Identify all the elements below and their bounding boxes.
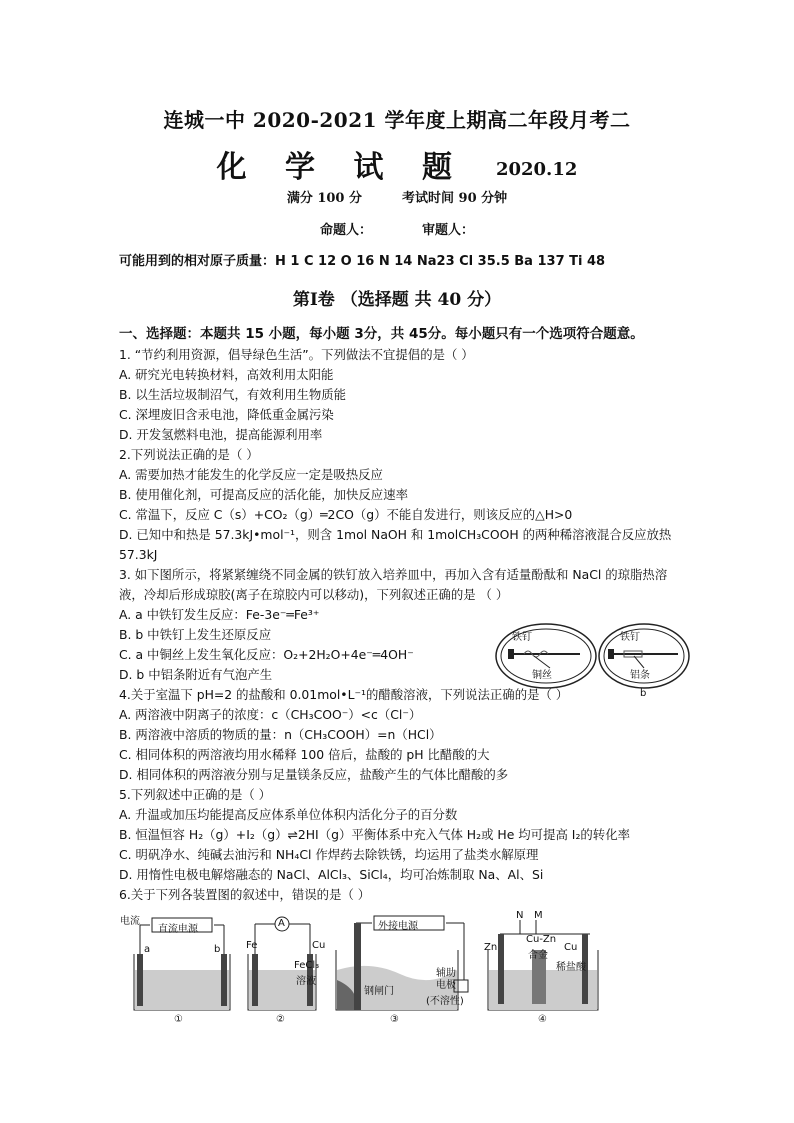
- dc-power-label: 直流电源: [158, 924, 198, 935]
- atomic-masses: 可能用到的相对原子质量：H 1 C 12 O 16 N 14 Na23 Cl 35.5 Ba 137 Ti 48: [119, 254, 606, 269]
- q6-figures: [120, 910, 610, 1028]
- solution-label: 溶液: [296, 976, 316, 987]
- apparatus-3-number: ③: [390, 1014, 399, 1025]
- copper-wire-label: 铜丝: [532, 670, 552, 681]
- dilute-hcl-label: 稀盐酸: [556, 962, 586, 973]
- external-power-label: 外接电源: [378, 921, 418, 932]
- q3-stem: 3. 如下图所示，将紧紧缠绕不同金属的铁钉放入培养皿中，再加入含有适量酚酞和 NaCl 的琼脂热溶液，冷却后形成琼胶(离子在琼胶内可以移动)，下列叙述正确的是 （ ）: [119, 567, 668, 602]
- q3-figure: [494, 620, 690, 700]
- iron-nail-label-a: 铁钉: [512, 632, 532, 643]
- zn-label: Zn: [484, 942, 498, 953]
- question-setter: 命题人：: [319, 223, 372, 238]
- q2-stem: 2.下列说法正确的是（ ）: [119, 447, 259, 462]
- cu2-label: Cu: [564, 942, 578, 953]
- alloy-label: 合金: [528, 950, 548, 961]
- q4-option-b: B. 两溶液中溶质的物质的量：n（CH₃COOH）=n（HCl）: [119, 727, 442, 742]
- q2-option-d: D. 已知中和热是 57.3kJ•mol⁻¹，则含 1mol NaOH 和 1molCH₃COOH 的两种稀溶液混合反应放热 57.3kJ: [119, 527, 672, 562]
- q4-option-a: A. 两溶液中阴离子的浓度：c（CH₃COO⁻）<c（Cl⁻）: [119, 707, 422, 722]
- section-instructions: 一、选择题：本题共 15 小题，每小题 3分，共 45分。每小题只有一个选项符合题意。: [119, 326, 644, 342]
- subject-title: 化 学 试 题: [216, 150, 466, 185]
- q3-option-c: C. a 中铜丝上发生氧化反应：O₂+2H₂O+4e⁻═4OH⁻: [119, 647, 414, 662]
- aux-electrode-label-2: 电极: [436, 980, 456, 991]
- electrode-a-label: a: [144, 944, 151, 955]
- apparatus-4-number: ④: [538, 1014, 547, 1025]
- q4-option-d: D. 相同体积的两溶液分别与足量镁条反应，盐酸产生的气体比醋酸的多: [119, 767, 509, 782]
- switch-m-label: M: [534, 910, 543, 921]
- exam-date: 2020.12: [495, 158, 578, 180]
- q1-option-a: A. 研究光电转换材料，高效利用太阳能: [119, 367, 334, 382]
- ammeter-label: A: [278, 918, 285, 929]
- school-title: 连城一中 2020-2021 学年度上期高二年段月考二: [163, 108, 631, 132]
- q1-option-d: D. 开发氢燃料电池，提高能源利用率: [119, 427, 323, 442]
- fe-label: Fe: [246, 940, 258, 951]
- q5-option-c: C. 明矾净水、纯碱去油污和 NH₄Cl 作焊药去除铁锈，均运用了盐类水解原理: [119, 847, 539, 862]
- section-title: 第Ⅰ卷 （选择题 共 40 分）: [292, 290, 502, 310]
- q5-option-b: B. 恒温恒容 H₂（g）+I₂（g）⇌2HI（g）平衡体系中充入气体 H₂或 He 均可提高 I₂的转化率: [119, 827, 630, 842]
- cuzn-label: Cu-Zn: [526, 934, 557, 945]
- aux-electrode-label: 辅助: [436, 968, 456, 979]
- q1-option-c: C. 深埋废旧含汞电池，降低重金属污染: [119, 407, 334, 422]
- apparatus-2-number: ②: [276, 1014, 285, 1025]
- iron-nail-label-b: 铁钉: [620, 632, 640, 643]
- q3-option-a: A. a 中铁钉发生反应：Fe-3e⁻═Fe³⁺: [119, 607, 320, 622]
- aluminum-strip-label: 铝条: [630, 670, 650, 681]
- insoluble-label: (不溶性): [426, 996, 464, 1007]
- dish-b-label: b: [640, 688, 647, 699]
- current-label: 电流: [120, 916, 140, 927]
- q5-stem: 5.下列叙述中正确的是（ ）: [119, 787, 272, 802]
- q3-option-d: D. b 中铝条附近有气泡产生: [119, 667, 273, 682]
- q2-option-b: B. 使用催化剂，可提高反应的活化能，加快反应速率: [119, 487, 408, 502]
- exam-time: 考试时间 90 分钟: [402, 191, 508, 206]
- cu-label: Cu: [312, 940, 326, 951]
- q3-option-b: B. b 中铁钉上发生还原反应: [119, 627, 272, 642]
- reviewer: 审题人：: [422, 223, 475, 238]
- q5-option-a: A. 升温或加压均能提高反应体系单位体积内活化分子的百分数: [119, 807, 458, 822]
- q1-stem: 1. “节约利用资源，倡导绿色生活”。下列做法不宜提倡的是（ ）: [119, 347, 474, 362]
- score-time-row: [0, 187, 794, 206]
- author-row: [0, 219, 794, 238]
- steel-gate-label: 钢闸门: [364, 986, 394, 997]
- fecl3-label: FeCl₃: [294, 960, 320, 971]
- q2-option-a: A. 需要加热才能发生的化学反应一定是吸热反应: [119, 467, 383, 482]
- q4-stem: 4.关于室温下 pH=2 的盐酸和 0.01mol•L⁻¹的醋酸溶液，下列说法正确的是（ ）: [119, 687, 569, 702]
- electrode-b-label: b: [214, 944, 221, 955]
- subject-title-row: [0, 142, 794, 186]
- q4-option-c: C. 相同体积的两溶液均用水稀释 100 倍后，盐酸的 pH 比醋酸的大: [119, 747, 490, 762]
- q6-stem: 6.关于下列各装置图的叙述中，错误的是（ ）: [119, 887, 371, 902]
- apparatus-1-number: ①: [174, 1014, 183, 1025]
- q5-option-d: D. 用惰性电极电解熔融态的 NaCl、AlCl₃、SiCl₄，均可冶炼制取 Na、Al、Si: [119, 867, 544, 882]
- q2-option-c: C. 常温下，反应 C（s）+CO₂（g）═2CO（g）不能自发进行，则该反应的△H>0: [119, 507, 573, 522]
- full-score: 满分 100 分: [286, 191, 363, 206]
- switch-n-label: N: [516, 910, 524, 921]
- q1-option-b: B. 以生活垃圾制沼气，有效利用生物质能: [119, 387, 347, 402]
